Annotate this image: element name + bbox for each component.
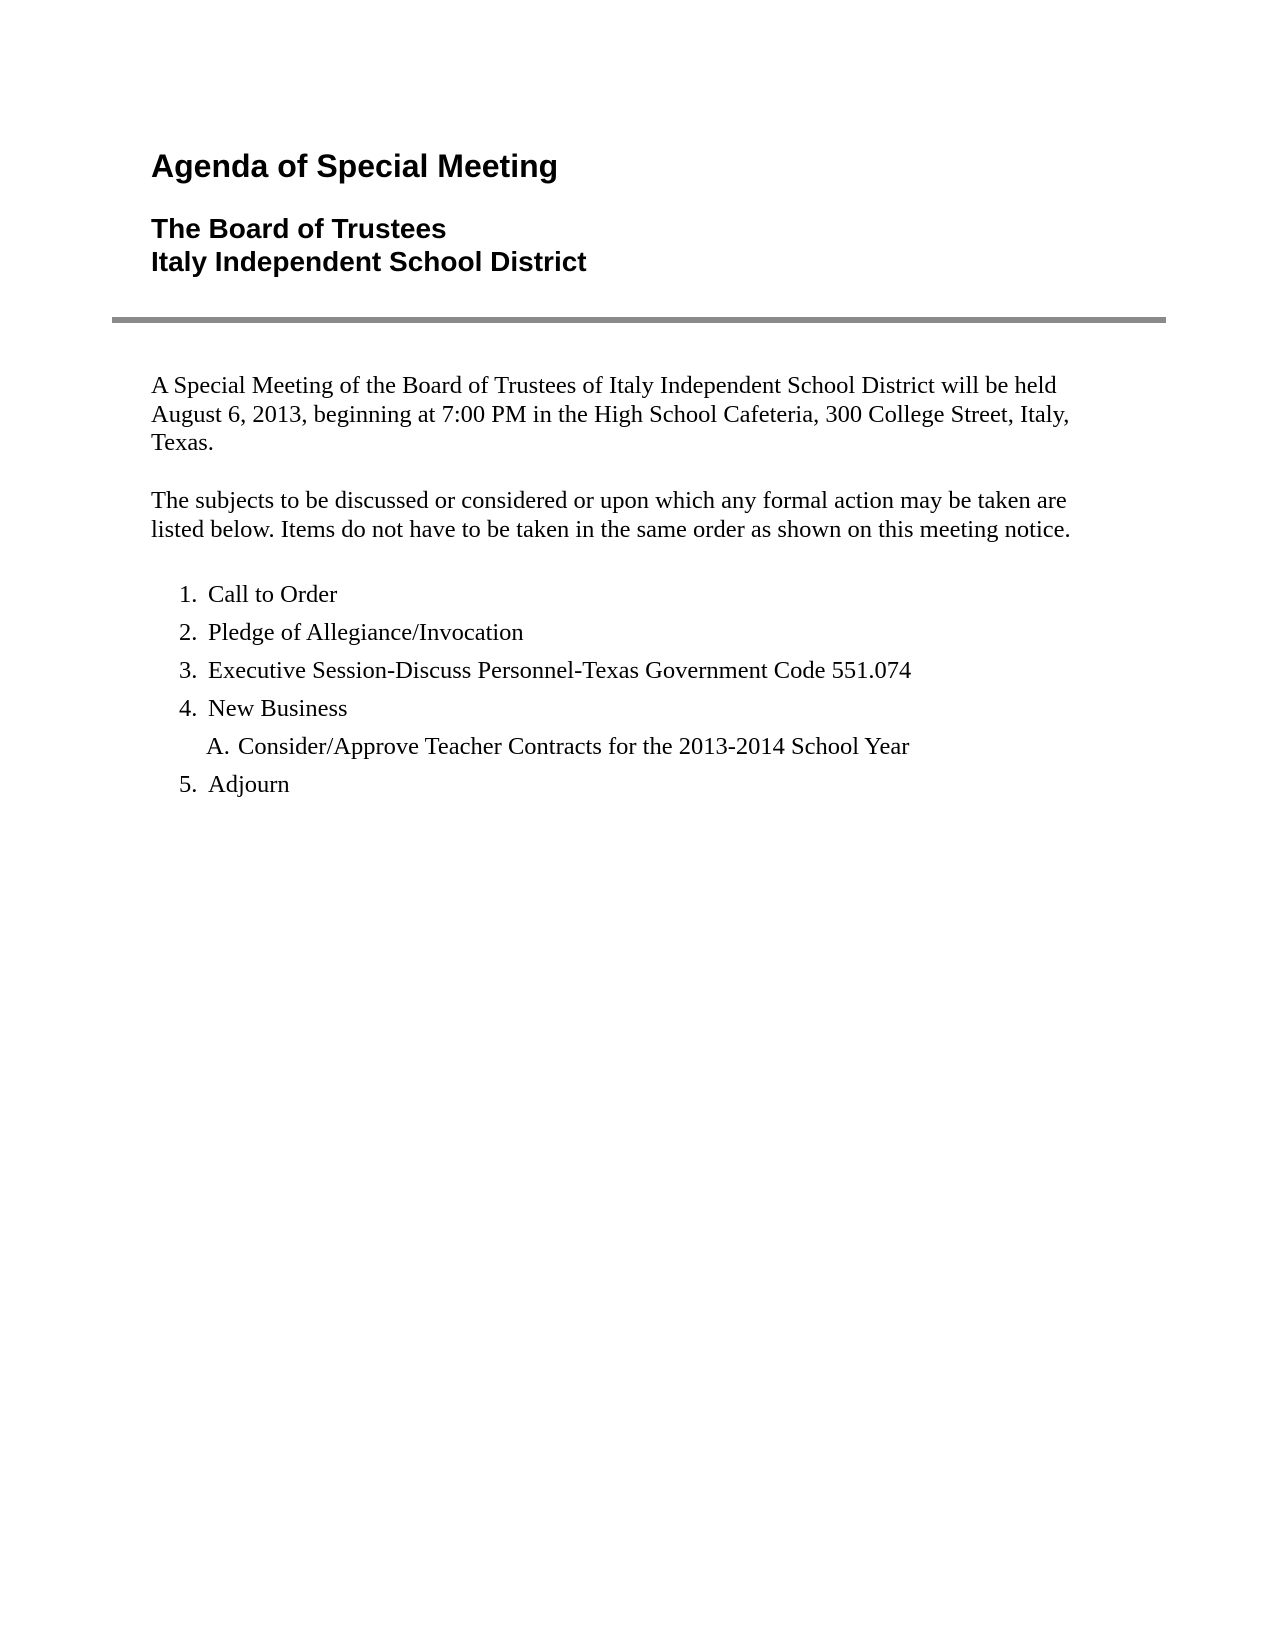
agenda-item-text: Pledge of Allegiance/Invocation	[208, 619, 524, 646]
agenda-item-text: Call to Order	[208, 581, 338, 608]
agenda-item-text: Adjourn	[208, 771, 290, 798]
agenda-subitem-letter: A.	[206, 733, 230, 760]
meeting-notice-paragraph: A Special Meeting of the Board of Trustees of Italy Independent School District will be held August 6, 2013, beginning at 7:00 PM in the High School Cafeteria, 300 College Street, Italy, Texas.	[151, 372, 1070, 456]
agenda-item-number: 5.	[179, 771, 198, 798]
organization-heading	[151, 212, 587, 278]
agenda-item-text: New Business	[208, 695, 348, 722]
agenda-item-number: 1.	[179, 581, 198, 608]
document-title: Agenda of Special Meeting	[151, 148, 559, 184]
subjects-paragraph: The subjects to be discussed or considered or upon which any formal action may be taken are listed below. Items do not have to be taken in the same order as shown on this meeting notice.	[151, 487, 1071, 543]
organization-line-board: The Board of Trustees	[151, 213, 447, 244]
agenda-subitem-text: Consider/Approve Teacher Contracts for the 2013-2014 School Year	[238, 733, 910, 760]
agenda-item-number: 3.	[179, 657, 198, 684]
horizontal-divider	[112, 317, 1166, 323]
organization-line-district: Italy Independent School District	[151, 246, 587, 277]
agenda-item-number: 2.	[179, 619, 198, 646]
agenda-item-number: 4.	[179, 695, 198, 722]
agenda-item-text: Executive Session-Discuss Personnel-Texas Government Code 551.074	[208, 657, 912, 684]
